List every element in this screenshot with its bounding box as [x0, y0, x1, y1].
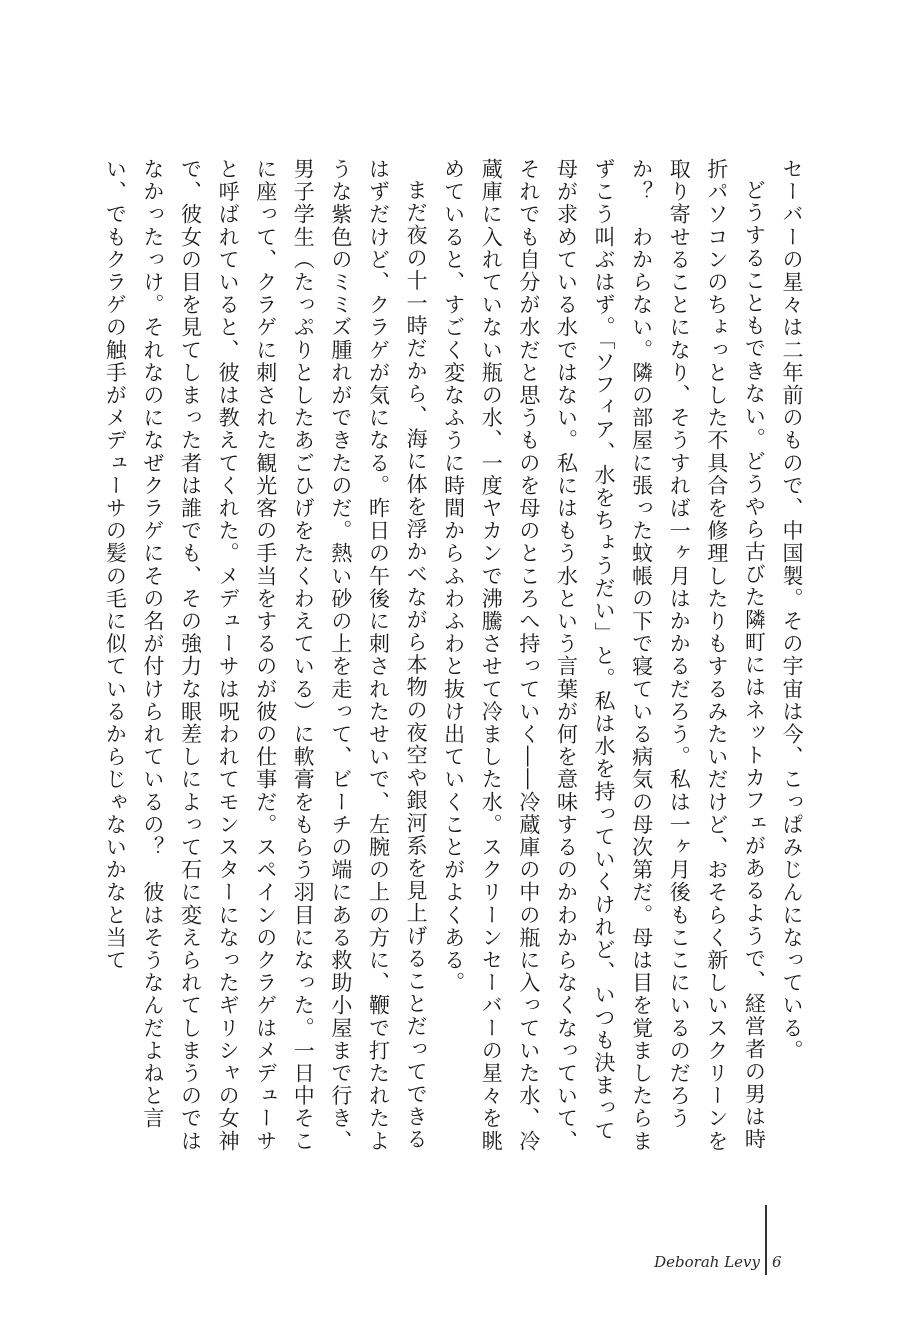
author-name: Deborah Levy — [654, 1253, 760, 1271]
footer-divider — [765, 1205, 767, 1275]
paragraph-1: セーバーの星々は二年前のもので、中国製。その宇宙は今、こっぱみじんになっている。 — [780, 158, 804, 1062]
page-footer — [600, 1205, 860, 1285]
vertical-text-body — [88, 158, 810, 1158]
paragraph-2: どうすることもできない。どうやら古びた隣町にはネットカフェがあるようで、経営者の男は時折パソコンのちょっとした不具合を修理したりもするみたいだけど、おそらく新しいスクリーンを取り寄せることになり、そうすれば一ヶ月はかかるだろう。私は一ヶ月後もここにいるのだろうか？ わからない。隣の部屋に張った蚊帳の下で寝ている病気の母次第だ。母は目を覚ましたらまずこう叫ぶはず。「ソフィア、水をちょうだい」と。私は水を持っていくけれど、いつも決まって母が求めている水ではない。私にはもう水という言葉が何を意味するのかわからなくなっていて、それでも自分が水だと思うものを母のところへ持っていく――冷蔵庫の中の瓶に入っていた水、冷蔵庫に入れていない瓶の水、一度ヤカンで沸騰させて冷ました水。スクリーンセーバーの星々を眺めていると、すごく変なふうに時間からふわふわと抜け出ていくことがよくある。 — [441, 158, 767, 1153]
page-number: 6 — [772, 1253, 782, 1271]
paragraph-3: まだ夜の十一時だから、海に体を浮かべながら本物の夜空や銀河系を見上げることだってできるはずだけど、クラゲが気になる。昨日の午後に刺されたせいで、左腕の上の方に、鞭で打たれたような紫色のミミズ腫れができたのだ。熱い砂の上を走って、ビーチの端にある救助小屋まで行き、男子学生（たっぷりとしたあごひげをたくわえている）に軟膏をもらう羽目になった。一日中そこに座って、クラゲに刺された観光客の手当をするのが彼の仕事だ。スペインのクラゲはメデューサと呼ばれていると、彼は教えてくれた。メデューサは呪われてモンスターになったギリシャの女神で、彼女の目を見てしまった者は誰でも、その強力な眼差しによって石に変えられてしまうのではなかったっけ。それなのになぜクラゲにその名が付けられているの？ 彼はそうなんだよねと言い、でもクラゲの触手がメデューサの髪の毛に似ているからじゃないかなと当て — [103, 158, 429, 1153]
